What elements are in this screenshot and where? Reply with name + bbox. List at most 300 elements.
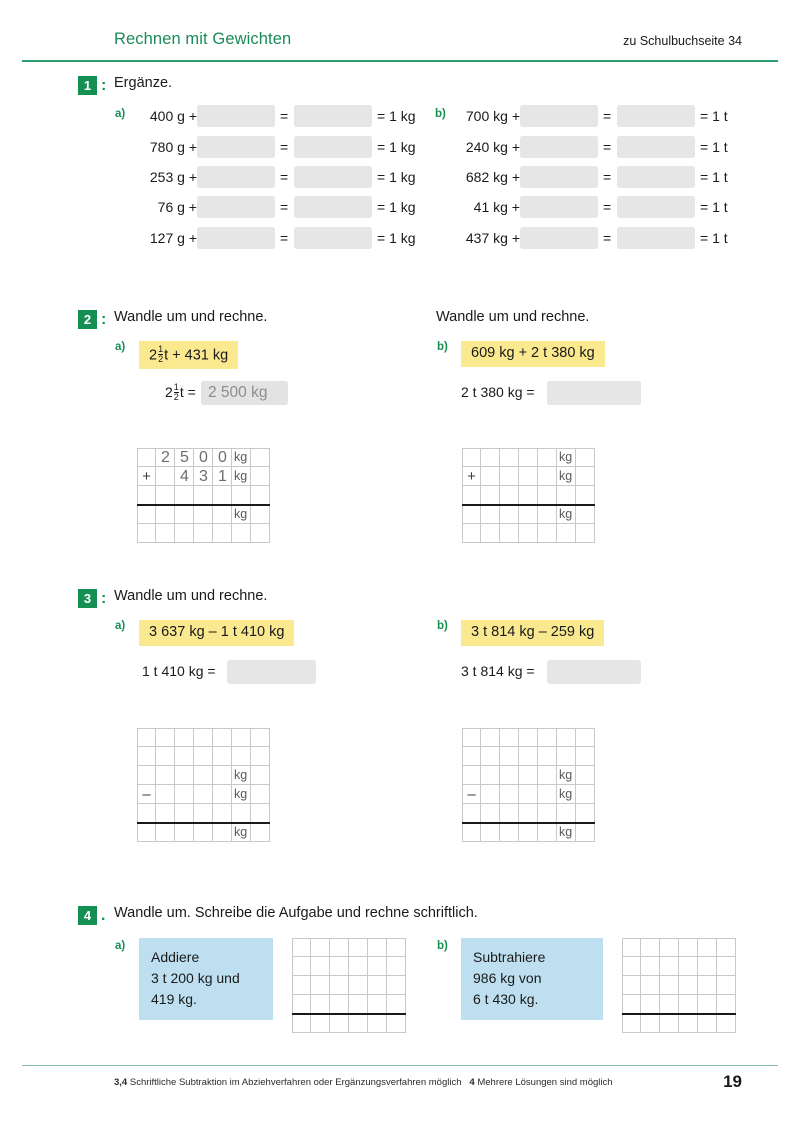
schoolbook-reference: zu Schulbuchseite 34 [623, 34, 742, 48]
grid-cell [481, 505, 500, 524]
grid-cell [641, 1014, 660, 1033]
grid-cell [481, 823, 500, 842]
conversion-line-3a: 1 t 410 kg = [142, 663, 216, 679]
equals-sign: = [603, 230, 612, 246]
exercise-1b-label: b) [435, 108, 446, 120]
grid-cell [311, 995, 330, 1014]
grid-cell [213, 804, 232, 823]
equals-sign: = [603, 139, 612, 155]
grid-cell [251, 728, 270, 747]
grid-cell [576, 747, 595, 766]
equals-sign: = [280, 169, 289, 185]
grid-cell [557, 804, 576, 823]
task-suffix: t + 431 kg [164, 347, 229, 364]
result-text: = 1 kg [377, 169, 416, 185]
exercise-3a-label: a) [115, 620, 126, 632]
grid-cell [717, 1014, 736, 1033]
grid-cell [698, 1014, 717, 1033]
grid-cell [387, 938, 406, 957]
grid-cell [175, 785, 194, 804]
footer-note-text-1: Schriftliche Subtraktion im Abziehverfahren oder Ergänzungsverfahren möglich [129, 1077, 462, 1088]
result-text: = 1 t [700, 169, 728, 185]
conv-prefix: 2 [165, 384, 173, 400]
grid-cell [557, 524, 576, 543]
grid-cell [641, 995, 660, 1014]
exercise-4a-label: a) [115, 940, 126, 952]
table-row [137, 196, 415, 218]
grid-digit: 2 [161, 449, 170, 466]
fraction-denominator: 2 [173, 391, 179, 402]
grid-cell [232, 747, 251, 766]
exercise-2a-label: a) [115, 341, 126, 353]
grid-cell [538, 747, 557, 766]
grid-unit-label: kg [559, 825, 573, 839]
calculation-grid-3b[interactable] [462, 728, 595, 842]
grid-cell [622, 1014, 641, 1033]
grid-cell [717, 976, 736, 995]
answer-input[interactable] [294, 136, 372, 158]
footer-note-text-2: Mehrere Lösungen sind möglich [477, 1077, 613, 1088]
conversion-answer-2a[interactable]: 2 500 kg [201, 381, 288, 405]
grid-cell [251, 766, 270, 785]
grid-cell [679, 995, 698, 1014]
table-row [457, 227, 747, 249]
grid-cell [500, 766, 519, 785]
grid-cell [557, 728, 576, 747]
grid-cell [387, 1014, 406, 1033]
exercise-2-badge: 2 [78, 310, 97, 329]
grid-cell [660, 976, 679, 995]
grid-cell [481, 467, 500, 486]
grid-cell [462, 804, 481, 823]
grid-cell [462, 747, 481, 766]
grid-cell [387, 995, 406, 1014]
grid-cell [679, 976, 698, 995]
grid-cell [251, 785, 270, 804]
grid-cell [500, 785, 519, 804]
calculation-grid-2a[interactable] [137, 448, 270, 543]
grid-cell [538, 467, 557, 486]
grid-cell [519, 823, 538, 842]
grid-cell [213, 524, 232, 543]
answer-input[interactable] [520, 105, 598, 127]
answer-input[interactable] [520, 136, 598, 158]
grid-cell [251, 747, 270, 766]
grid-cell [641, 938, 660, 957]
grid-cell [576, 467, 595, 486]
grid-unit-label: kg [559, 787, 573, 801]
grid-cell [137, 728, 156, 747]
grid-cell [519, 766, 538, 785]
grid-result-rule [622, 1013, 736, 1015]
grid-cell [292, 957, 311, 976]
equals-sign: = [603, 108, 612, 124]
grid-unit-label: kg [234, 768, 248, 782]
grid-cell [175, 823, 194, 842]
grid-cell [679, 938, 698, 957]
grid-cell [137, 747, 156, 766]
exercise-1-marker: : [101, 77, 107, 94]
grid-cell [500, 448, 519, 467]
grid-cell [387, 976, 406, 995]
grid-cell [232, 728, 251, 747]
grid-cell [519, 467, 538, 486]
grid-cell [349, 957, 368, 976]
word-problem-line: 419 kg. [151, 991, 197, 1007]
answer-input[interactable] [294, 105, 372, 127]
operand-text: 41 kg + [473, 199, 520, 215]
grid-cell [156, 823, 175, 842]
grid-operator: – [142, 786, 151, 803]
word-problem-line: Subtrahiere [473, 949, 546, 965]
grid-cell [175, 766, 194, 785]
grid-cell [481, 728, 500, 747]
grid-cell [251, 486, 270, 505]
page-number: 19 [723, 1072, 742, 1091]
grid-cell [538, 486, 557, 505]
grid-cell [500, 747, 519, 766]
grid-cell [330, 995, 349, 1014]
grid-cell [519, 747, 538, 766]
grid-cell [519, 804, 538, 823]
grid-cell [349, 1014, 368, 1033]
result-text: = 1 t [700, 199, 728, 215]
grid-unit-label: kg [559, 507, 573, 521]
grid-cell [175, 486, 194, 505]
grid-cell [462, 823, 481, 842]
grid-cell [213, 505, 232, 524]
grid-unit-label: kg [234, 469, 248, 483]
conversion-line-2b: 2 t 380 kg = [461, 384, 535, 400]
table-row [137, 166, 415, 188]
grid-cell [368, 995, 387, 1014]
exercise-4-marker: . [101, 907, 106, 924]
result-text: = 1 kg [377, 199, 416, 215]
result-text: = 1 t [700, 139, 728, 155]
exercise-2b-instruction: Wandle um und rechne. [436, 309, 590, 325]
grid-cell [330, 1014, 349, 1033]
grid-cell [538, 728, 557, 747]
grid-cell [538, 785, 557, 804]
grid-result-rule [137, 822, 270, 824]
grid-cell [175, 728, 194, 747]
grid-cell [481, 785, 500, 804]
grid-cell [194, 766, 213, 785]
conversion-line-3b: 3 t 814 kg = [461, 663, 535, 679]
grid-cell [232, 804, 251, 823]
word-problem-line: 6 t 430 kg. [473, 991, 539, 1007]
grid-cell [538, 823, 557, 842]
grid-cell [462, 448, 481, 467]
page-header [0, 0, 800, 62]
grid-cell [311, 976, 330, 995]
exercise-4b-label: b) [437, 940, 448, 952]
grid-cell [213, 785, 232, 804]
grid-cell [462, 505, 481, 524]
fraction-numerator: 1 [158, 344, 164, 354]
grid-unit-label: kg [234, 787, 248, 801]
grid-cell [500, 728, 519, 747]
grid-cell [660, 957, 679, 976]
grid-result-rule [462, 822, 595, 824]
grid-cell [292, 995, 311, 1014]
grid-cell [462, 524, 481, 543]
grid-cell [194, 524, 213, 543]
grid-cell [213, 747, 232, 766]
grid-cell [292, 938, 311, 957]
grid-cell [538, 766, 557, 785]
result-text: = 1 t [700, 230, 728, 246]
grid-unit-label: kg [234, 825, 248, 839]
grid-cell [311, 1014, 330, 1033]
grid-cell [368, 1014, 387, 1033]
answer-input[interactable] [520, 166, 598, 188]
answer-input[interactable] [197, 136, 275, 158]
operand-text: 700 kg + [465, 108, 520, 124]
grid-cell [576, 448, 595, 467]
fraction-one-half [174, 383, 179, 402]
answer-input[interactable] [197, 166, 275, 188]
result-text: = 1 kg [377, 139, 416, 155]
grid-cell [387, 957, 406, 976]
task-expression-2a [139, 341, 238, 369]
grid-operator: – [467, 786, 476, 803]
grid-cell [349, 938, 368, 957]
exercise-2b-label: b) [437, 341, 448, 353]
table-row [137, 105, 415, 127]
equals-sign: = [280, 230, 289, 246]
table-row [137, 227, 415, 249]
grid-digit: 4 [180, 468, 189, 485]
grid-cell [156, 486, 175, 505]
grid-cell [137, 766, 156, 785]
task-expression-2b: 609 kg + 2 t 380 kg [461, 341, 605, 367]
grid-cell [698, 957, 717, 976]
conversion-line-2a [165, 381, 196, 403]
grid-cell [368, 938, 387, 957]
grid-cell [175, 804, 194, 823]
fraction-numerator: 1 [173, 381, 179, 392]
grid-cell [481, 747, 500, 766]
grid-cell [576, 804, 595, 823]
grid-cell [368, 957, 387, 976]
grid-cell [538, 505, 557, 524]
grid-cell [156, 467, 175, 486]
conversion-answer-3b[interactable] [547, 660, 641, 684]
table-row [457, 105, 747, 127]
grid-cell [698, 976, 717, 995]
grid-cell [251, 823, 270, 842]
answer-input[interactable] [617, 227, 695, 249]
answer-input[interactable] [197, 227, 275, 249]
grid-cell [500, 486, 519, 505]
operand-text: 437 kg + [465, 230, 520, 246]
grid-cell [481, 804, 500, 823]
exercise-3-instruction: Wandle um und rechne. [114, 588, 268, 604]
grid-cell [660, 1014, 679, 1033]
table-row [457, 196, 747, 218]
grid-unit-label: kg [234, 450, 248, 464]
operand-text: 682 kg + [465, 169, 520, 185]
grid-cell [622, 976, 641, 995]
exercise-2-marker: : [101, 311, 107, 328]
conversion-answer-2b[interactable] [547, 381, 641, 405]
word-problem-4a [139, 938, 273, 1020]
grid-cell [576, 785, 595, 804]
grid-cell [194, 486, 213, 505]
grid-cell [698, 938, 717, 957]
grid-cell [622, 938, 641, 957]
grid-cell [557, 486, 576, 505]
conv-suffix: t = [179, 384, 196, 400]
grid-cell [519, 728, 538, 747]
grid-cell [251, 467, 270, 486]
calculation-grid-4b[interactable] [622, 938, 736, 1033]
grid-cell [500, 467, 519, 486]
grid-cell [232, 524, 251, 543]
grid-cell [500, 804, 519, 823]
result-text: = 1 kg [377, 108, 416, 124]
operand-text: 76 g + [157, 199, 197, 215]
answer-input[interactable] [197, 196, 275, 218]
grid-cell [137, 505, 156, 524]
grid-cell [232, 486, 251, 505]
grid-digit: 3 [199, 468, 208, 485]
grid-cell [462, 766, 481, 785]
grid-cell [137, 448, 156, 467]
table-row [457, 166, 747, 188]
grid-cell [576, 728, 595, 747]
answer-input[interactable] [294, 227, 372, 249]
grid-cell [519, 785, 538, 804]
answer-input[interactable] [617, 196, 695, 218]
calculation-grid-2b[interactable] [462, 448, 595, 543]
answer-input[interactable] [617, 105, 695, 127]
grid-cell [137, 823, 156, 842]
grid-cell [500, 823, 519, 842]
grid-cell [622, 957, 641, 976]
grid-cell [698, 995, 717, 1014]
calculation-grid-3a[interactable] [137, 728, 270, 842]
grid-cell [137, 524, 156, 543]
result-text: = 1 t [700, 108, 728, 124]
grid-cell [175, 505, 194, 524]
exercise-1a-label: a) [115, 108, 126, 120]
grid-unit-label: kg [559, 768, 573, 782]
answer-input[interactable] [520, 227, 598, 249]
task-prefix: 2 [149, 347, 158, 364]
grid-result-rule [462, 504, 595, 506]
footer-note-ref-1: 3,4 [114, 1077, 128, 1088]
word-problem-line: Addiere [151, 949, 200, 965]
grid-result-rule [292, 1013, 406, 1015]
exercise-3b-label: b) [437, 620, 448, 632]
grid-cell [717, 995, 736, 1014]
answer-input[interactable] [617, 136, 695, 158]
grid-cell [311, 938, 330, 957]
grid-cell [538, 804, 557, 823]
grid-cell [349, 976, 368, 995]
grid-cell [660, 995, 679, 1014]
answer-input[interactable] [294, 166, 372, 188]
word-problem-line: 986 kg von [473, 970, 542, 986]
grid-cell [576, 823, 595, 842]
grid-cell [330, 976, 349, 995]
grid-cell [519, 448, 538, 467]
grid-cell [156, 505, 175, 524]
calculation-grid-4a[interactable] [292, 938, 406, 1033]
grid-cell [481, 448, 500, 467]
grid-cell [175, 747, 194, 766]
grid-cell [576, 524, 595, 543]
answer-input[interactable] [617, 166, 695, 188]
grid-operator: + [142, 468, 151, 485]
grid-digit: 1 [218, 468, 227, 485]
grid-cell [500, 505, 519, 524]
exercise-1-badge: 1 [78, 76, 97, 95]
task-expression-3b: 3 t 814 kg – 259 kg [461, 620, 604, 646]
grid-cell [137, 804, 156, 823]
exercise-1-instruction: Ergänze. [114, 75, 173, 91]
grid-digit: 0 [199, 449, 208, 466]
conversion-answer-3a[interactable] [227, 660, 316, 684]
grid-cell [660, 938, 679, 957]
grid-cell [679, 957, 698, 976]
grid-cell [519, 505, 538, 524]
grid-cell [175, 524, 194, 543]
grid-cell [330, 938, 349, 957]
answer-input[interactable] [197, 105, 275, 127]
grid-cell [330, 957, 349, 976]
answer-input[interactable] [520, 196, 598, 218]
grid-cell [194, 804, 213, 823]
grid-result-rule [137, 504, 270, 506]
exercise-2a-instruction: Wandle um und rechne. [114, 309, 268, 325]
grid-cell [137, 486, 156, 505]
grid-cell [194, 728, 213, 747]
equals-sign: = [280, 139, 289, 155]
footer-note-ref-2: 4 [469, 1077, 475, 1088]
grid-cell [519, 524, 538, 543]
footer-divider [22, 1065, 778, 1066]
exercise-3-badge: 3 [78, 589, 97, 608]
grid-cell [156, 524, 175, 543]
grid-cell [311, 957, 330, 976]
grid-cell [251, 524, 270, 543]
grid-cell [292, 1014, 311, 1033]
grid-cell [576, 486, 595, 505]
grid-cell [641, 957, 660, 976]
grid-cell [292, 976, 311, 995]
grid-cell [213, 766, 232, 785]
word-problem-4b [461, 938, 603, 1020]
grid-cell [481, 524, 500, 543]
fraction-one-half [158, 345, 163, 364]
table-row [137, 136, 415, 158]
grid-cell [251, 448, 270, 467]
equals-sign: = [280, 199, 289, 215]
grid-unit-label: kg [559, 450, 573, 464]
exercise-4-badge: 4 [78, 906, 97, 925]
answer-input[interactable] [294, 196, 372, 218]
grid-unit-label: kg [234, 507, 248, 521]
task-expression-3a: 3 637 kg – 1 t 410 kg [139, 620, 294, 646]
grid-cell [349, 995, 368, 1014]
grid-cell [194, 785, 213, 804]
grid-cell [717, 957, 736, 976]
equals-sign: = [603, 169, 612, 185]
grid-cell [213, 823, 232, 842]
